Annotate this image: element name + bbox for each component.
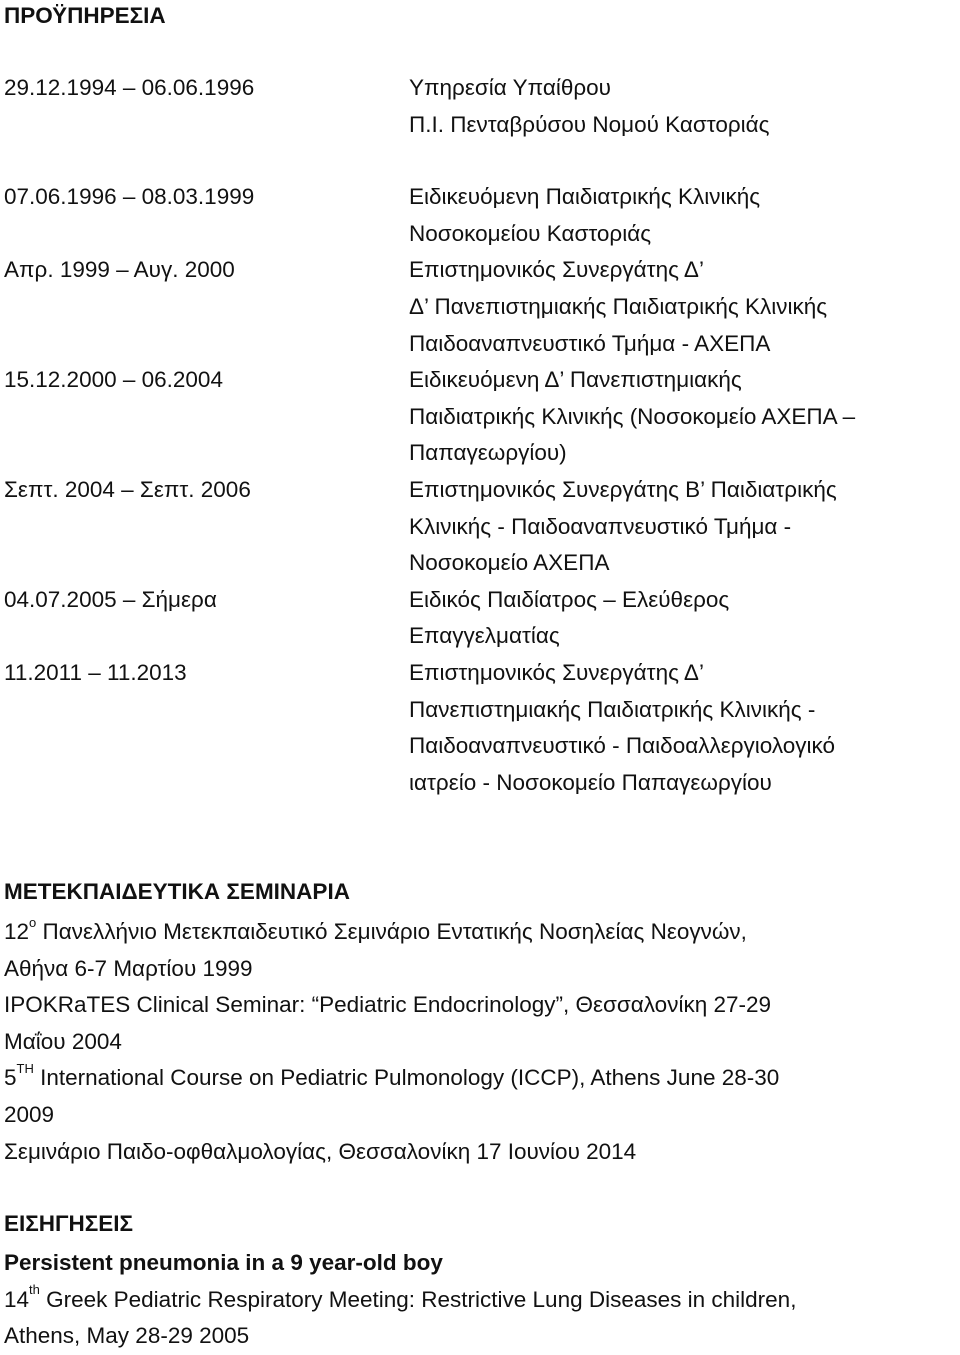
entry-line: Επιστημονικός Συνεργάτης Β’ Παιδιατρικής — [409, 476, 837, 502]
entry-description — [409, 70, 960, 143]
entry-line: Υπηρεσία Υπαίθρου — [409, 75, 611, 100]
service-entry — [0, 582, 960, 655]
entry-line: Νοσοκομείου Καστοριάς — [409, 220, 652, 246]
meeting-text: Greek Pediatric Respiratory Meeting: Restrictive Lung Diseases in children, — [39, 1286, 797, 1312]
entry-line: Επαγγελματίας — [409, 623, 560, 649]
service-entry — [0, 179, 960, 252]
talk-meeting-line: Athens, May 28-29 2005 — [4, 1323, 250, 1349]
service-entry — [0, 655, 960, 801]
entry-line: Π.Ι. Πενταβρύσου Νομού Καστοριάς — [409, 111, 770, 137]
entry-line: Επιστημονικός Συνεργάτης Δ’ — [409, 659, 704, 685]
entry-line: Δ’ Πανεπιστημιακής Παιδιατρικής Κλινικής — [409, 293, 828, 319]
entry-line: Επιστημονικός Συνεργάτης Δ’ — [409, 257, 704, 283]
seminar-item-line: Μαΐου 2004 — [4, 1028, 122, 1054]
entry-description — [409, 179, 960, 252]
entry-date: 15.12.2000 – 06.2004 — [4, 367, 223, 393]
talk-title: Persistent pneumonia in a 9 year-old boy — [4, 1250, 443, 1275]
seminar-item-line: IPOKRaTES Clinical Seminar: “Pediatric Endocrinology”, Θεσσαλονίκη 27-29 — [4, 992, 772, 1018]
talk-meeting-line — [4, 1282, 960, 1319]
seminar-item-line — [4, 914, 960, 951]
service-entry — [0, 472, 960, 582]
seminar-item-line — [4, 1060, 960, 1097]
seminar-number: 5 — [4, 1065, 17, 1091]
entry-line: Ειδικευόμενη Δ’ Πανεπιστημιακής — [409, 367, 742, 393]
seminar-item-line: 2009 — [4, 1101, 55, 1127]
talks-heading: ΕΙΣΗΓΗΣΕΙΣ — [4, 1211, 134, 1236]
entry-line: ιατρείο - Νοσοκομείο Παπαγεωργίου — [409, 769, 772, 795]
entry-line: Ειδικευόμενη Παιδιατρικής Κλινικής — [409, 184, 761, 210]
entry-line: Παιδοαναπνευστικό Τμήμα - ΑΧΕΠΑ — [409, 330, 771, 356]
seminar-text: Πανελλήνιο Μετεκπαιδευτικό Σεμινάριο Εντατικής Νοσηλείας Νεογνών, — [36, 919, 747, 944]
seminar-number: 12 — [4, 919, 30, 944]
service-heading: ΠΡΟΫΠΗΡΕΣΙΑ — [4, 3, 166, 28]
service-entry — [0, 252, 960, 362]
entry-date: 07.06.1996 – 08.03.1999 — [4, 184, 255, 210]
seminars-heading: ΜΕΤΕΚΠΑΙΔΕΥΤΙΚΑ ΣΕΜΙΝΑΡΙΑ — [4, 879, 350, 904]
seminar-item-line: Σεμινάριο Παιδο-οφθαλμολογίας, Θεσσαλονίκη 17 Ιουνίου 2014 — [4, 1138, 637, 1164]
ordinal-superscript: th — [29, 1282, 40, 1298]
entry-date: Σεπτ. 2004 – Σεπτ. 2006 — [4, 476, 251, 502]
seminar-item-line: Αθήνα 6-7 Μαρτίου 1999 — [4, 955, 253, 981]
entry-line: Παιδοαναπνευστικό - Παιδοαλλεργιολογικό — [409, 733, 836, 759]
service-entry — [0, 362, 960, 472]
entry-date: Απρ. 1999 – Αυγ. 2000 — [4, 257, 235, 283]
entry-date: 29.12.1994 – 06.06.1996 — [4, 75, 255, 100]
talks-list — [4, 1245, 960, 1355]
service-entry — [0, 70, 960, 143]
entry-line: Παπαγεωργίου) — [409, 440, 567, 466]
entry-description — [409, 362, 960, 472]
service-entries — [0, 70, 960, 801]
entry-description — [409, 252, 960, 362]
entry-date: 04.07.2005 – Σήμερα — [4, 586, 217, 612]
entry-line: Ειδικός Παιδίατρος – Ελεύθερος — [409, 586, 730, 612]
entry-line: Πανεπιστημιακής Παιδιατρικής Κλινικής - — [409, 696, 816, 722]
entry-line: Κλινικής - Παιδοαναπνευστικό Τμήμα - — [409, 513, 792, 539]
entry-date: 11.2011 – 11.2013 — [4, 659, 187, 685]
entry-line: Νοσοκομείο ΑΧΕΠΑ — [409, 550, 610, 576]
entry-line: Παιδιατρικής Κλινικής (Νοσοκομείο ΑΧΕΠΑ – — [409, 403, 856, 429]
ordinal-superscript: TH — [16, 1060, 34, 1076]
entry-description — [409, 655, 960, 801]
seminar-text: International Course on Pediatric Pulmonology (ICCP), Athens June 28-30 — [33, 1065, 780, 1091]
seminars-list — [4, 914, 960, 1170]
meeting-number: 14 — [4, 1286, 30, 1312]
entry-description — [409, 472, 960, 582]
entry-description — [409, 582, 960, 655]
ordinal-superscript: ο — [29, 914, 37, 930]
